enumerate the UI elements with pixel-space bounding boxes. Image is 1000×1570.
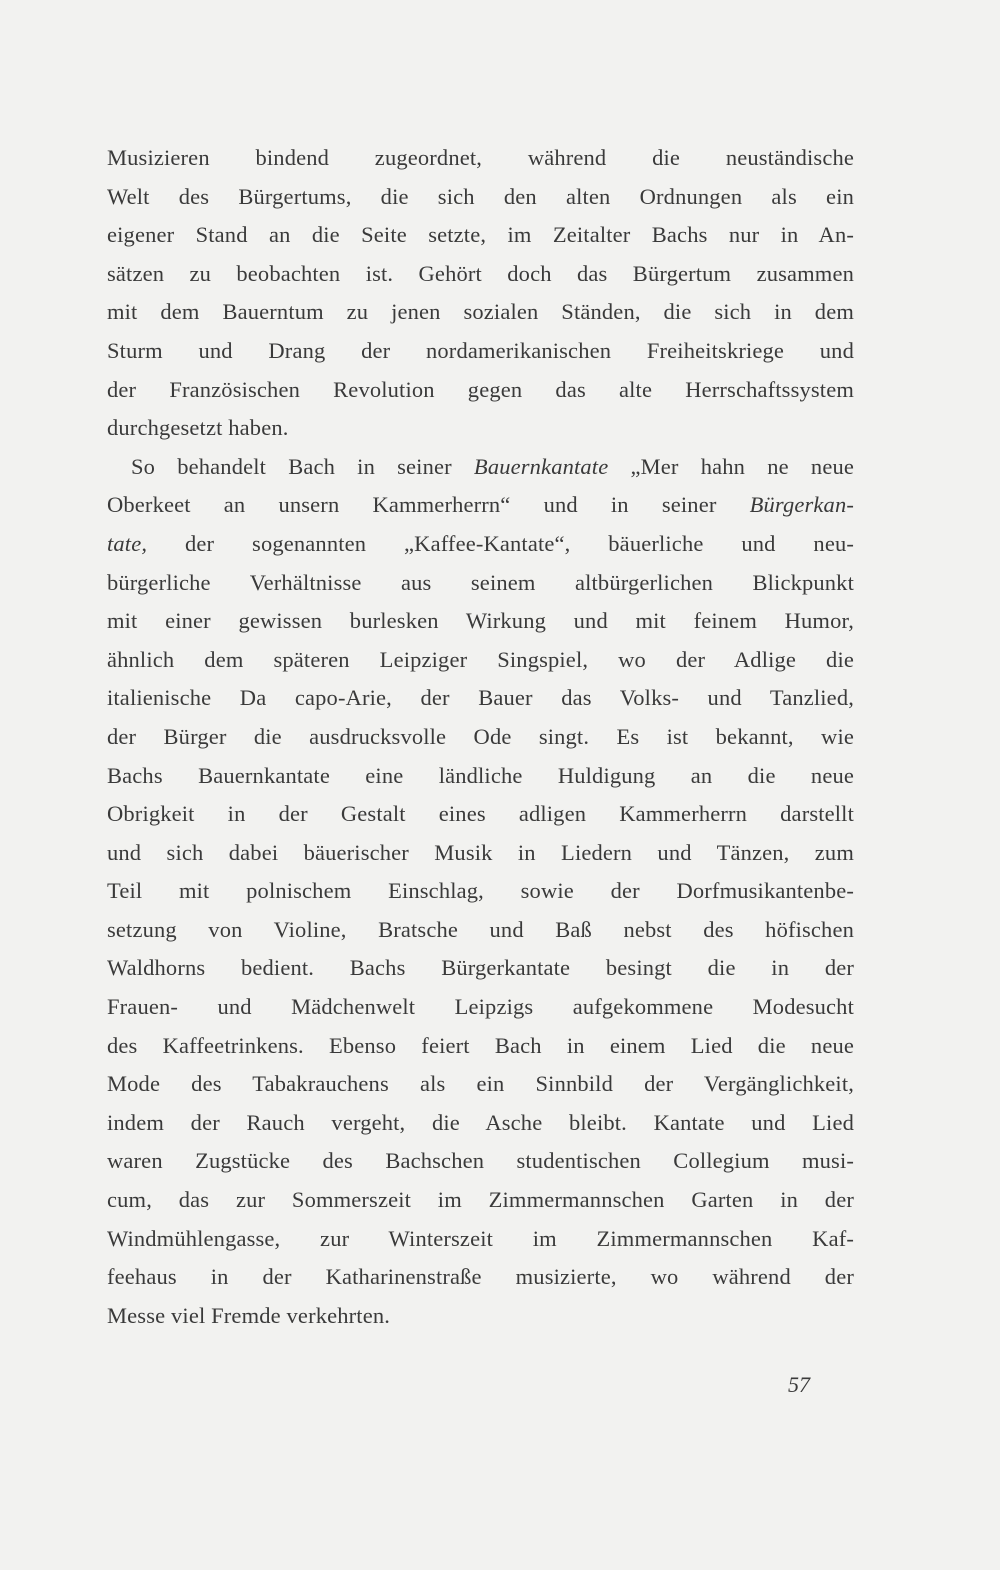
text-line: Mode des Tabakrauchens als ein Sinnbild der Vergänglichkeit, (107, 1071, 854, 1097)
text-line: Windmühlengasse, zur Winterszeit im Zimmermannschen Kaf- (107, 1225, 854, 1251)
text-line: feehaus in der Katharinenstraße musizierte, wo während der (107, 1264, 854, 1290)
italic-title: Bürgerkan- (749, 492, 854, 518)
text-line: mit dem Bauerntum zu jenen sozialen Ständen, die sich in dem (107, 299, 854, 325)
text-line: bürgerliche Verhältnisse aus seinem altbürgerlichen Blickpunkt (107, 569, 854, 595)
text-line: indem der Rauch vergeht, die Asche bleibt. Kantate und Lied (107, 1109, 854, 1135)
text-line: Obrigkeit in der Gestalt eines adligen Kammerherrn darstellt (107, 801, 854, 827)
page-number: 57 (788, 1372, 810, 1397)
text-line: der Französischen Revolution gegen das alte Herrschaftssystem (107, 376, 854, 402)
text-line: Sturm und Drang der nordamerikanischen Freiheitskriege und (107, 337, 854, 363)
text-line: Teil mit polnischem Einschlag, sowie der Dorfmusikantenbe- (107, 878, 854, 904)
text-line: der Bürger die ausdrucksvolle Ode singt. Es ist bekannt, wie (107, 723, 854, 749)
text-line: Musizieren bindend zugeordnet, während die neuständische (107, 145, 854, 170)
text-line: mit einer gewissen burlesken Wirkung und mit feinem Humor, (107, 608, 854, 634)
text-line: Oberkeet an unsern Kammerherrn“ und in seiner Bürgerkan- (107, 492, 854, 518)
text-line: ähnlich dem späteren Leipziger Singspiel, wo der Adlige die (107, 646, 854, 672)
text-line: Messe viel Fremde verkehrten. (107, 1302, 391, 1328)
text-line: waren Zugstücke des Bachschen studentischen Collegium musi- (107, 1148, 854, 1174)
italic-title: tate, (107, 530, 148, 556)
text-line: Waldhorns bedient. Bachs Bürgerkantate besingt die in der (107, 955, 854, 981)
text-line: setzung von Violine, Bratsche und Baß nebst des höfischen (107, 916, 854, 942)
text-line: sätzen zu beobachten ist. Gehört doch das Bürgertum zusammen (107, 260, 854, 286)
text-line: eigener Stand an die Seite setzte, im Zeitalter Bachs nur in An- (107, 222, 854, 248)
text-line: Bachs Bauernkantate eine ländliche Huldigung an die neue (107, 762, 854, 788)
text-line: Frauen- und Mädchenwelt Leipzigs aufgekommene Modesucht (107, 994, 854, 1020)
text-line: Welt des Bürgertums, die sich den alten Ordnungen als ein (107, 183, 854, 209)
text-line: cum, das zur Sommerszeit im Zimmermannschen Garten in der (107, 1187, 854, 1213)
text-line: und sich dabei bäuerischer Musik in Liedern und Tänzen, zum (107, 839, 854, 865)
italic-title: Bauernkantate (473, 453, 609, 479)
text-line: des Kaffeetrinkens. Ebenso feiert Bach in einem Lied die neue (107, 1032, 854, 1058)
text-line: So behandelt Bach in seiner Bauernkantate „Mer hahn ne neue (131, 453, 854, 479)
text-line: durchgesetzt haben. (107, 415, 289, 441)
text-line: tate, der sogenannten „Kaffee-Kantate“, bäuerliche und neu- (107, 530, 854, 556)
text-line: italienische Da capo-Arie, der Bauer das Volks- und Tanzlied, (107, 685, 854, 711)
body-text (107, 139, 854, 1335)
